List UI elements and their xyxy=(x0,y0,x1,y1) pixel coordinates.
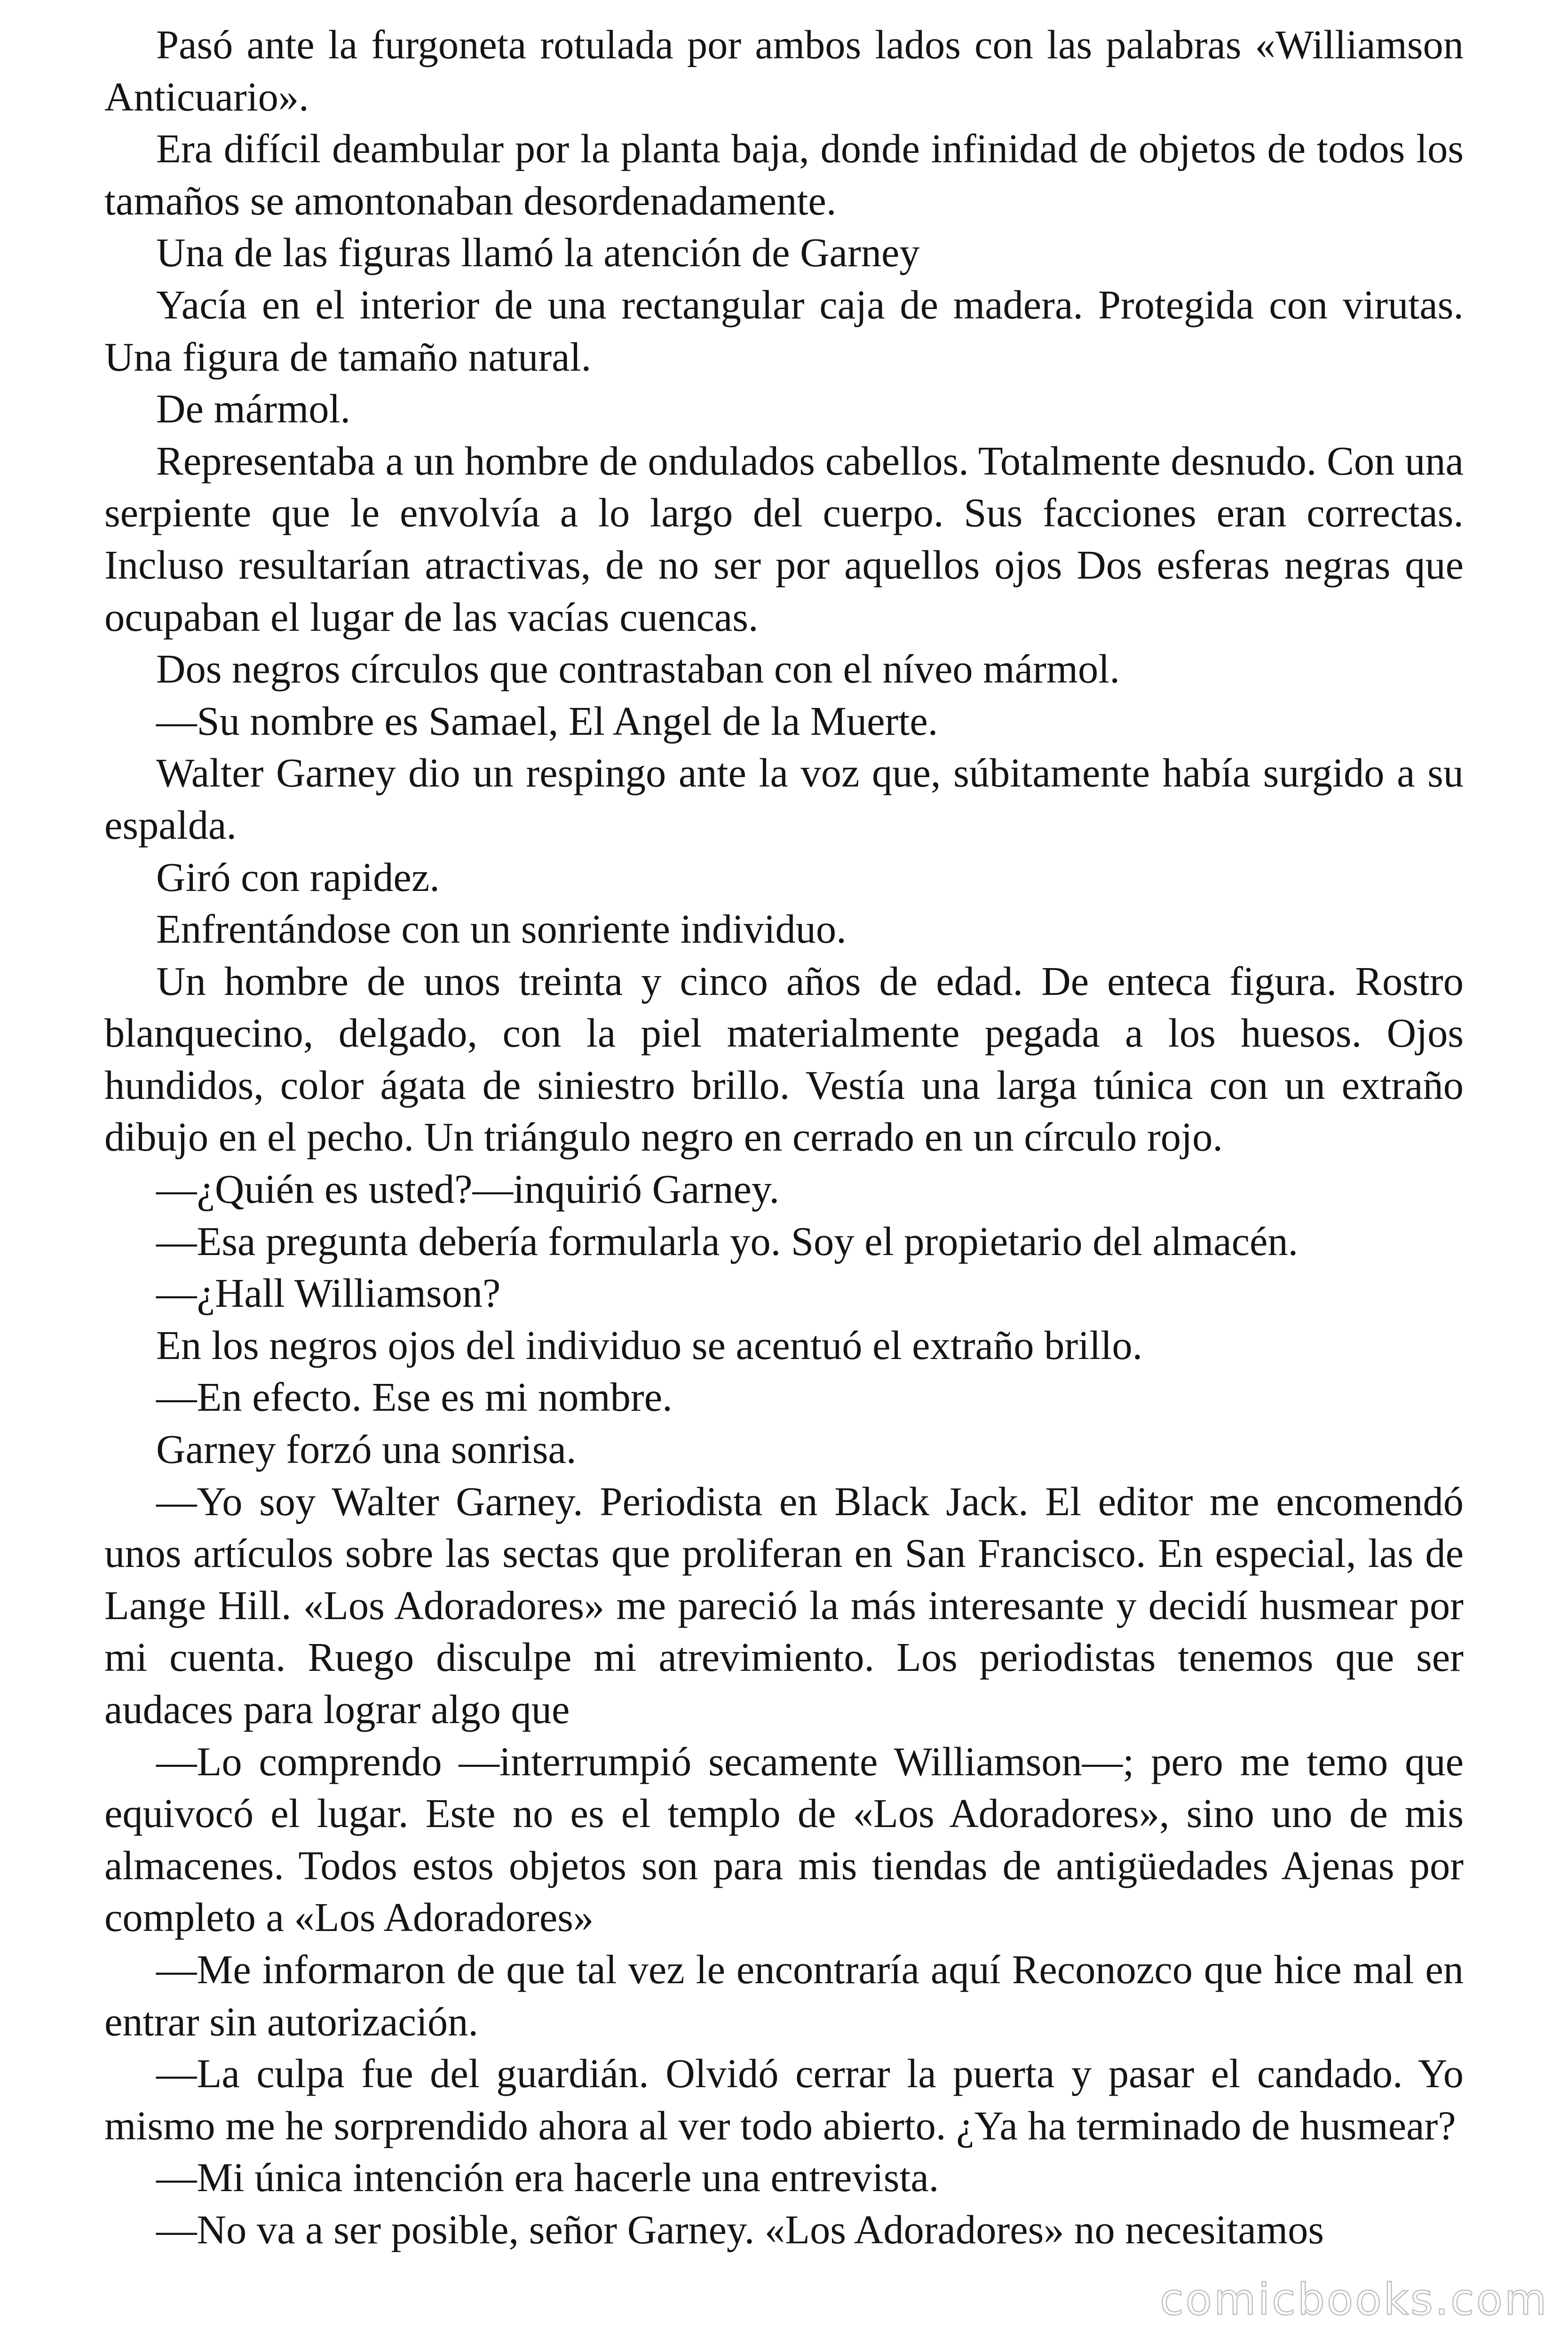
paragraph-1: Pasó ante la furgoneta rotulada por ambos lados con las palabras «Williamson Anticuario». xyxy=(104,22,1464,119)
paragraph-4: Yacía en el interior de una rectangular caja de madera. Protegida con virutas. Una figura de tamaño natural. xyxy=(104,282,1464,380)
paragraph-10: Giró con rapidez. xyxy=(156,854,440,900)
paragraph-20: —Lo comprendo —interrumpió secamente Williamson—; pero me temo que equivocó el lugar. Este no es el templo de «Los Adoradores», sino uno de mis almacenes. Todos estos objetos son para mis tiendas de antigüedades Ajenas por completo a «Los Adoradores» xyxy=(104,1739,1464,1940)
paragraph-14: —Esa pregunta debería formularla yo. Soy el propietario del almacén. xyxy=(156,1218,1299,1264)
paragraph-12: Un hombre de unos treinta y cinco años de edad. De enteca figura. Rostro blanquecino, delgado, con la piel materialmente pegada a los huesos. Ojos hundidos, color ágata de siniestro brillo. Vestía una larga túnica con un extraño dibujo en el pecho. Un triángulo negro en cerrado en un círculo rojo. xyxy=(104,958,1464,1160)
paragraph-24: —No va a ser posible, señor Garney. «Los Adoradores» no necesitamos xyxy=(156,2207,1324,2252)
watermark-logo: comicbooks.com xyxy=(1160,2274,1549,2325)
paragraph-13: —¿Quién es usted?—inquirió Garney. xyxy=(156,1167,780,1212)
paragraph-16: En los negros ojos del individuo se acentuó el extraño brillo. xyxy=(156,1322,1143,1368)
paragraph-6: Representaba a un hombre de ondulados cabellos. Totalmente desnudo. Con una serpiente que le envolvía a lo largo del cuerpo. Sus facciones eran correctas. Incluso resultarían atractivas, de no ser por aquellos ojos Dos esferas negras que ocupaban el lugar de las vacías cuencas. xyxy=(104,438,1464,640)
paragraph-18: Garney forzó una sonrisa. xyxy=(156,1427,577,1472)
paragraph-2: Era difícil deambular por la planta baja, donde infinidad de objetos de todos los tamaños se amontonaban desordenadamente. xyxy=(104,126,1464,223)
paragraph-7: Dos negros círculos que contrastaban con el níveo mármol. xyxy=(156,646,1120,692)
paragraph-19: —Yo soy Walter Garney. Periodista en Black Jack. El editor me encomendó unos artículos sobre las sectas que proliferan en San Francisco. En especial, las de Lange Hill. «Los Adoradores» me pareció la más interesante y decidí husmear por mi cuenta. Ruego disculpe mi atrevimiento. Los periodistas tenemos que ser audaces para lograr algo que xyxy=(104,1478,1464,1732)
body-text xyxy=(104,19,1464,2256)
paragraph-21: —Me informaron de que tal vez le encontraría aquí Reconozco que hice mal en entrar sin autorización. xyxy=(104,1947,1464,2044)
paragraph-3: Una de las figuras llamó la atención de Garney xyxy=(156,230,920,276)
paragraph-23: —Mi única intención era hacerle una entrevista. xyxy=(156,2155,939,2201)
paragraph-5: De mármol. xyxy=(156,386,351,432)
paragraph-15: —¿Hall Williamson? xyxy=(156,1271,501,1316)
paragraph-9: Walter Garney dio un respingo ante la voz que, súbitamente había surgido a su espalda. xyxy=(104,750,1464,848)
paragraph-17: —En efecto. Ese es mi nombre. xyxy=(156,1375,673,1420)
paragraph-22: —La culpa fue del guardián. Olvidó cerrar la puerta y pasar el candado. Yo mismo me he sorprendido ahora al ver todo abierto. ¿Ya ha terminado de husmear? xyxy=(104,2051,1464,2148)
paragraph-11: Enfrentándose con un sonriente individuo. xyxy=(156,906,847,952)
paragraph-8: —Su nombre es Samael, El Angel de la Muerte. xyxy=(156,698,938,744)
